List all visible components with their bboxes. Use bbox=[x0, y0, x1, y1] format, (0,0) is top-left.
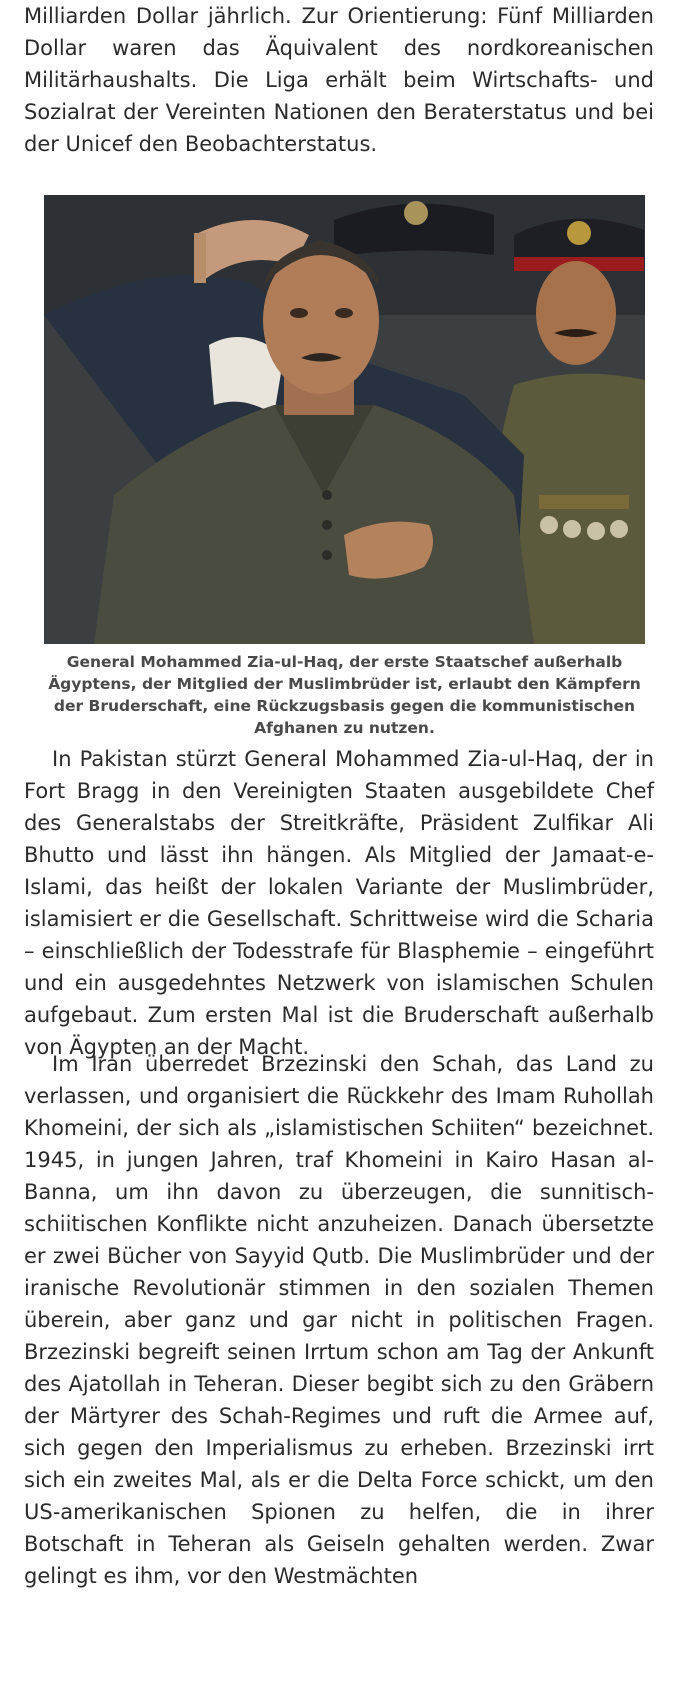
paragraph-iran: Im Iran überredet Brzezinski den Schah, das Land zu verlassen, und organisiert die Rückkehr des Imam Ruhollah Khomeini, der sich als „islamistischen Schiiten“ bezeichnet. 1945, in jungen Jahren, traf Khomeini in Kairo Hasan al-Banna, um ihn davon zu überzeugen, die sunnitisch-schiitischen Konflikte nicht anzuheizen. Danach übersetzte er zwei Bücher von Sayyid Qutb. Die Muslimbrüder und der iranische Revolutionär stimmen in den sozialen Themen überein, aber ganz und gar nicht in politischen Fragen. Brzezinski begreift seinen Irrtum schon am Tag der Ankunft des Ajatollah in Teheran. Dieser begibt sich zu den Gräbern der Märtyrer des Schah-Regimes und ruft die Armee auf, sich gegen den Imperialismus zu erheben. Brzezinski irrt sich ein zweites Mal, als er die Delta Force schickt, um den US-amerikanischen Spionen zu helfen, die in ihrer Botschaft in Teheran als Geiseln gehalten werden. Zwar gelingt es ihm, vor den Westmächten bbox=[24, 1052, 654, 1588]
figure-photo bbox=[44, 195, 645, 644]
paragraph-pakistan: In Pakistan stürzt General Mohammed Zia-ul-Haq, der in Fort Bragg in den Vereinigten Staaten ausgebildete Chef des Generalstabs der Streitkräfte, Präsident Zulfikar Ali Bhutto und lässt ihn hängen. Als Mitglied der Jamaat-e-Islami, das heißt der lokalen Variante der Muslimbrüder, islamisiert er die Gesellschaft. Schrittweise wird die Scharia – einschließlich der Todesstrafe für Blasphemie – eingeführt und ein ausgedehntes Netzwerk von islamischen Schulen aufgebaut. Zum ersten Mal ist die Bruderschaft außerhalb von Ägypten an der Macht. bbox=[24, 747, 654, 1059]
intro-paragraph: Milliarden Dollar jährlich. Zur Orientierung: Fünf Milliarden Dollar waren das Äquivalent des nordkoreanischen Militärhaushalts. Die Liga erhält beim Wirtschafts- und Sozialrat der Vereinten Nationen den Beraterstatus und bei der Unicef den Beobachterstatus. bbox=[24, 4, 654, 156]
figure-caption: General Mohammed Zia-ul-Haq, der erste Staatschef außerhalb Ägyptens, der Mitglied der Muslimbrüder ist, erlaubt den Kämpfern der Bruderschaft, eine Rückzugsbasis gegen die kommunistischen Afghanen zu nutzen. bbox=[48, 653, 641, 737]
